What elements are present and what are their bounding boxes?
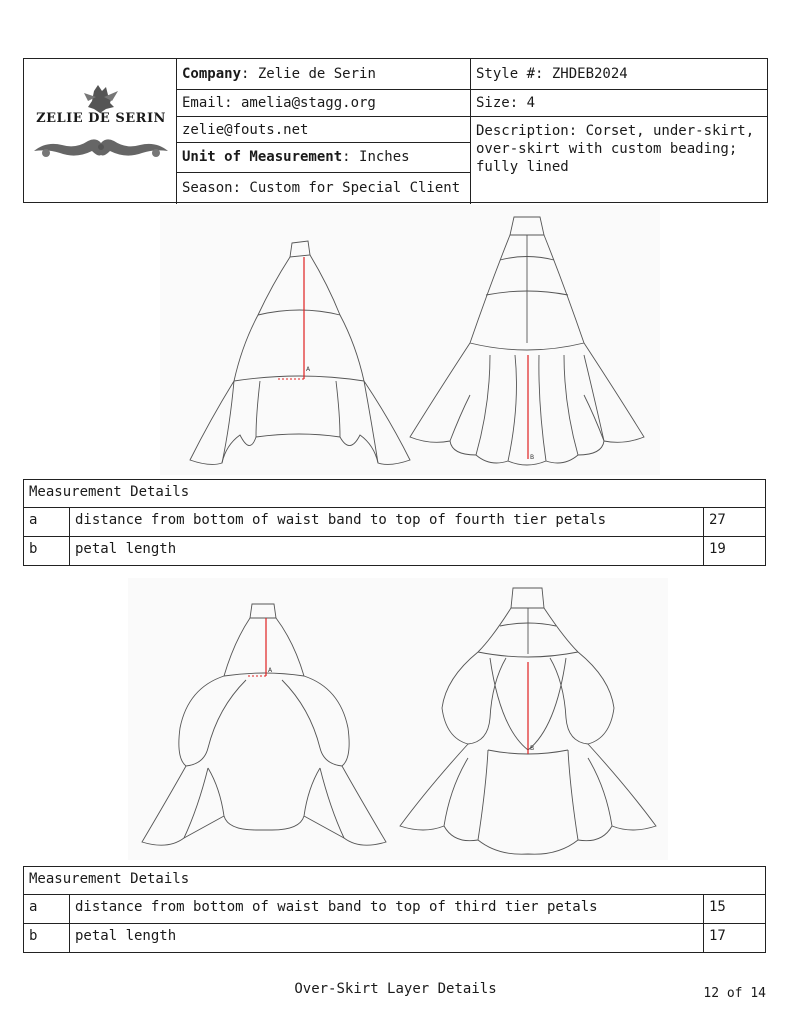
measurement-table-2 bbox=[23, 866, 766, 953]
company-label: Company bbox=[182, 66, 242, 82]
email-field: Email: amelia@stagg.org bbox=[182, 95, 376, 111]
logo-text: ZELIE DE SERIN bbox=[36, 111, 166, 126]
table-row bbox=[24, 895, 765, 924]
table-title: Measurement Details bbox=[29, 484, 190, 500]
row-key: a bbox=[24, 895, 70, 923]
over-skirt-third-tier-diagram bbox=[128, 578, 668, 860]
company-field bbox=[177, 62, 381, 86]
row-description: petal length bbox=[70, 537, 704, 565]
row-value: 27 bbox=[709, 512, 726, 528]
style-number: Style #: ZHDEB2024 bbox=[476, 66, 628, 82]
row-key: b bbox=[24, 924, 70, 952]
row-description: distance from bottom of waist band to top of fourth tier petals bbox=[70, 508, 704, 536]
label-a: A bbox=[306, 366, 311, 373]
crest-icon bbox=[26, 79, 176, 189]
label-a: A bbox=[268, 667, 273, 674]
row-key: b bbox=[24, 537, 70, 565]
label-b: B bbox=[530, 454, 535, 461]
company-value: : Zelie de Serin bbox=[241, 66, 376, 82]
table-row bbox=[24, 537, 765, 565]
page-number: 12 of 14 bbox=[703, 986, 766, 1001]
spec-header bbox=[23, 58, 768, 203]
description-line: fully lined bbox=[476, 159, 569, 175]
label-b: B bbox=[530, 745, 535, 752]
unit-label: Unit of Measurement bbox=[182, 149, 343, 165]
email-field-secondary: zelie@fouts.net bbox=[182, 122, 309, 138]
brand-logo bbox=[26, 79, 176, 189]
row-description: distance from bottom of waist band to top of third tier petals bbox=[70, 895, 704, 923]
row-description: petal length bbox=[70, 924, 704, 952]
description-field bbox=[471, 119, 759, 179]
unit-value: : Inches bbox=[342, 149, 410, 165]
season-field: Season: Custom for Special Client bbox=[182, 180, 461, 196]
description-line: over-skirt with custom beading; bbox=[476, 141, 738, 157]
over-skirt-fourth-tier-diagram bbox=[160, 205, 660, 475]
measurement-table-1 bbox=[23, 479, 766, 566]
row-key: a bbox=[24, 508, 70, 536]
table-title: Measurement Details bbox=[29, 871, 190, 887]
unit-field bbox=[177, 145, 415, 169]
table-row bbox=[24, 924, 765, 952]
table-row bbox=[24, 508, 765, 537]
size-field: Size: 4 bbox=[476, 95, 536, 111]
row-value: 15 bbox=[709, 899, 726, 915]
page-caption: Over-Skirt Layer Details bbox=[294, 981, 497, 997]
description-line: Description: Corset, under-skirt, bbox=[476, 123, 755, 139]
row-value: 17 bbox=[709, 928, 726, 944]
logo-wordmark bbox=[28, 111, 174, 126]
row-value: 19 bbox=[709, 541, 726, 557]
